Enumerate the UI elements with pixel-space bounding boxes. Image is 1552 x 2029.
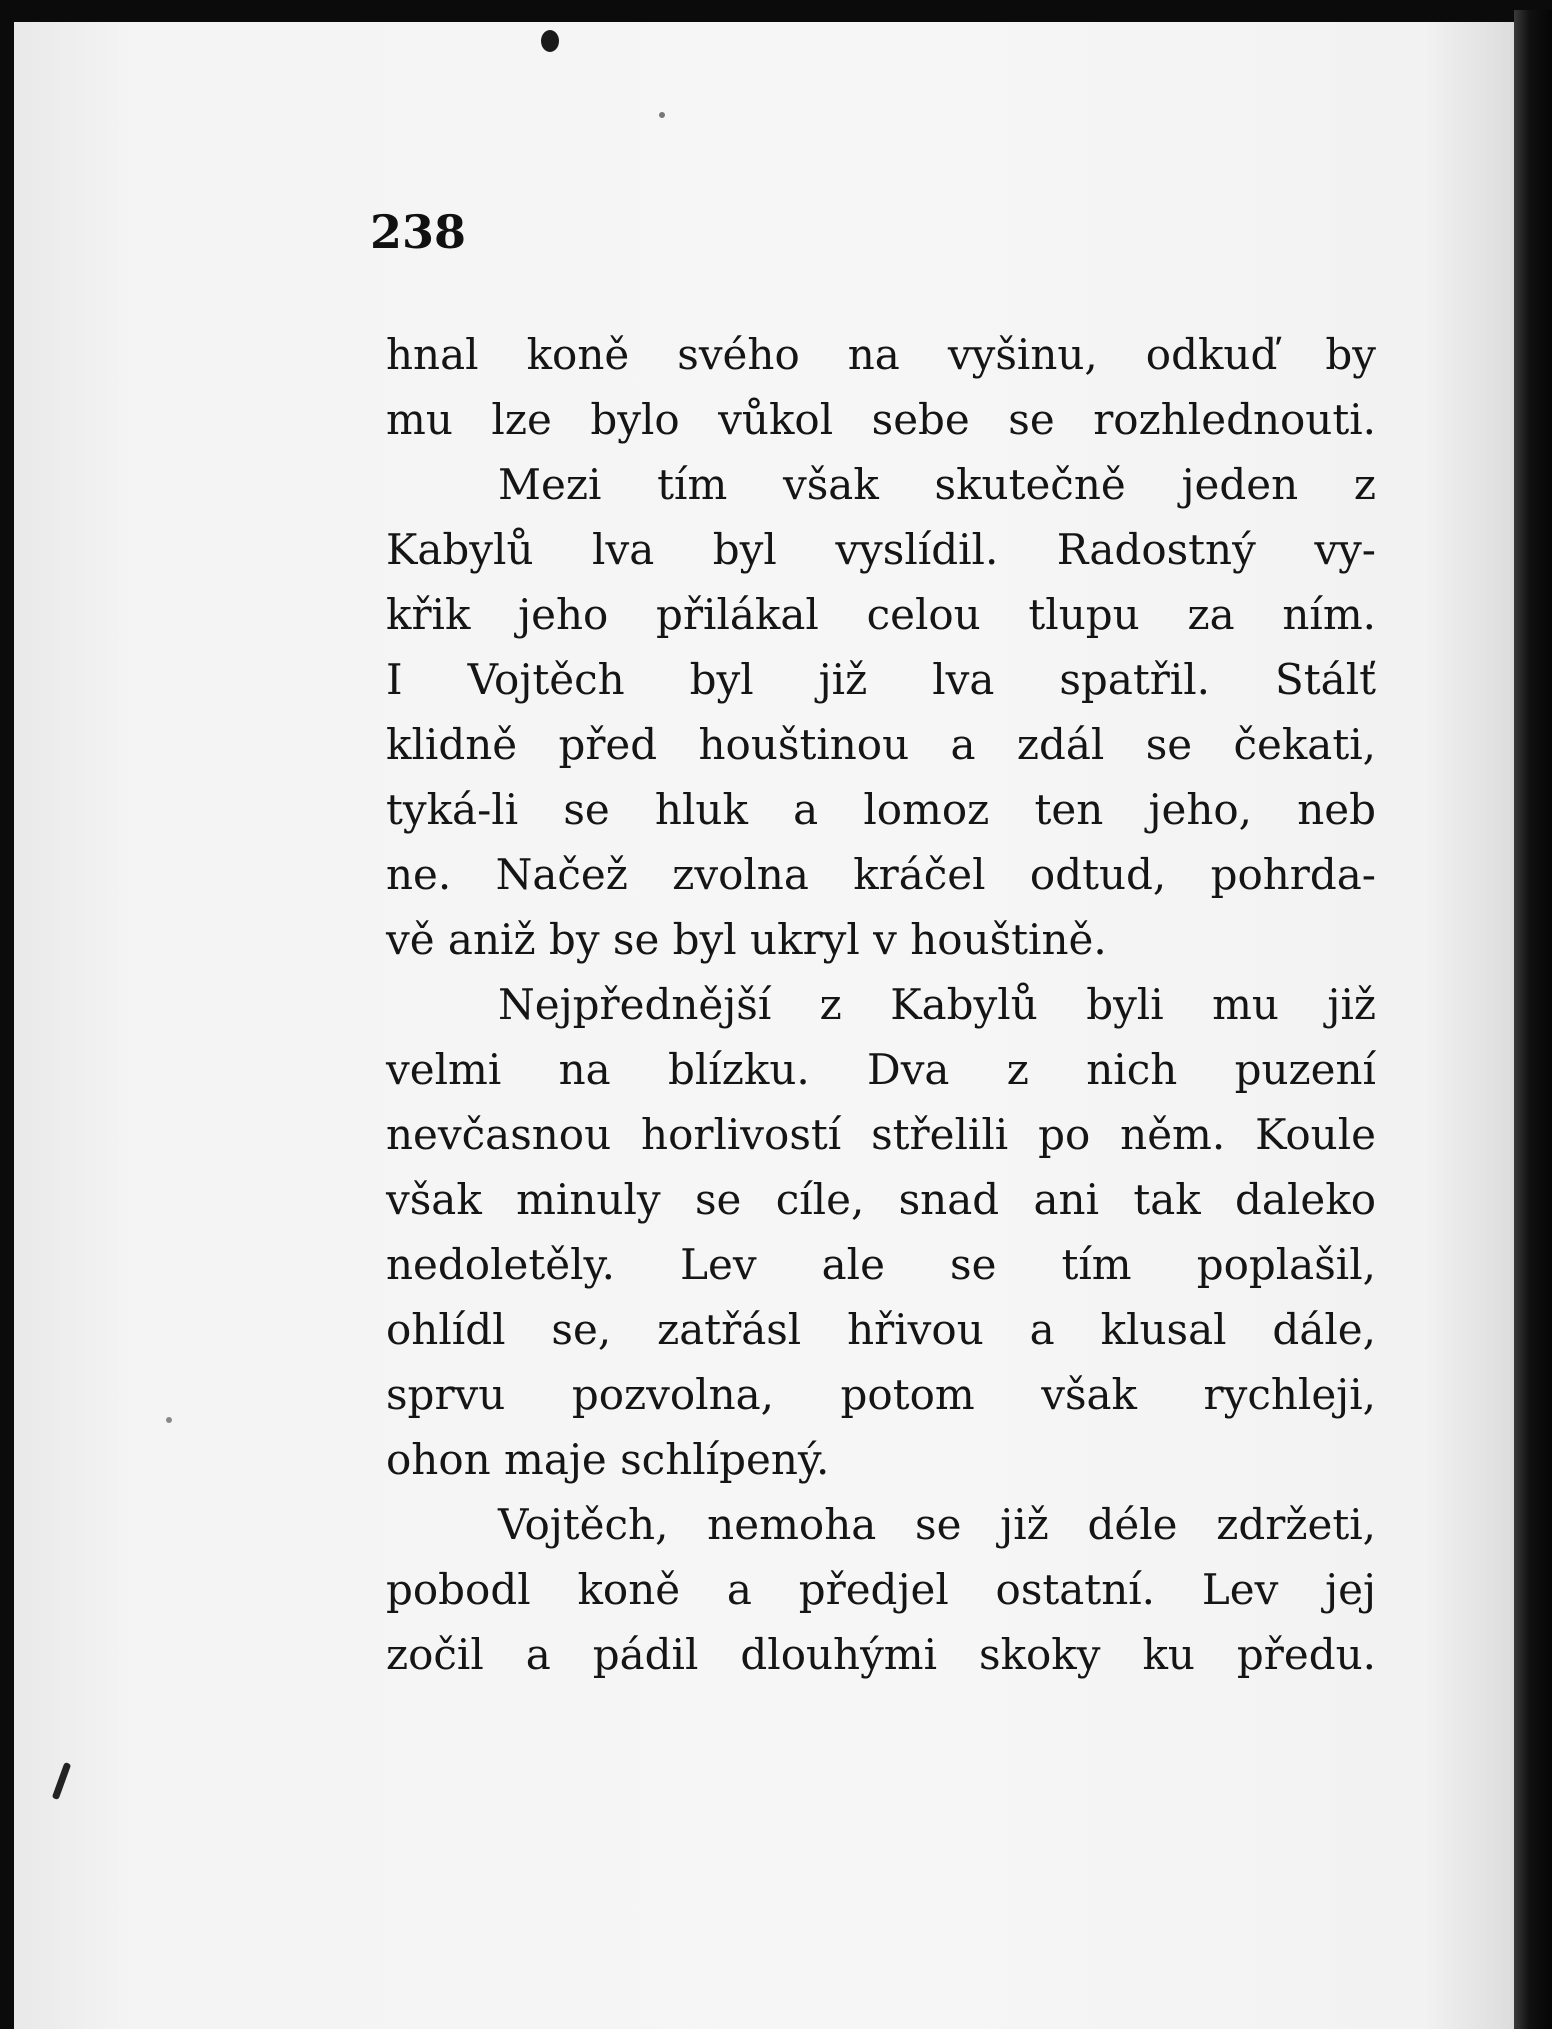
text-line: klidně před houštinou a zdál se čekati, (386, 720, 1376, 769)
text-line: velmi na blízku. Dva z nich puzení (386, 1045, 1376, 1094)
ink-spot (541, 30, 559, 52)
text-line: Vojtěch, nemoha se již déle zdržeti, (498, 1500, 1376, 1549)
text-line: zočil a pádil dlouhými skoky ku předu. (386, 1630, 1376, 1679)
book-edge-shadow (1514, 10, 1552, 2029)
text-line: křik jeho přilákal celou tlupu za ním. (386, 590, 1376, 639)
text-line: vě aniž by se byl ukryl v houštině. (386, 915, 1107, 964)
text-line: sprvu pozvolna, potom však rychleji, (386, 1370, 1376, 1419)
text-line: mu lze bylo vůkol sebe se rozhlednouti. (386, 395, 1376, 444)
book-page (14, 22, 1514, 2029)
ink-mark (52, 1762, 72, 1800)
text-line: Nejpřednější z Kabylů byli mu již (498, 980, 1376, 1029)
ink-dot (659, 112, 665, 118)
text-line: nevčasnou horlivostí střelili po něm. Koule (386, 1110, 1376, 1159)
text-line: Kabylů lva byl vyslídil. Radostný vy- (386, 525, 1376, 574)
text-line: však minuly se cíle, snad ani tak daleko (386, 1175, 1376, 1224)
text-line: ne. Načež zvolna kráčel odtud, pohrda- (386, 850, 1376, 899)
text-line: nedoletěly. Lev ale se tím poplašil, (386, 1240, 1376, 1289)
page-number: 238 (370, 205, 467, 259)
text-line: ohlídl se, zatřásl hřivou a klusal dále, (386, 1305, 1376, 1354)
body-text (386, 322, 1376, 1687)
text-line: pobodl koně a předjel ostatní. Lev jej (386, 1565, 1376, 1614)
text-line: I Vojtěch byl již lva spatřil. Stálť (386, 655, 1376, 704)
text-line: tyká-li se hluk a lomoz ten jeho, neb (386, 785, 1376, 834)
ink-dot (166, 1417, 172, 1423)
text-line: Mezi tím však skutečně jeden z (498, 460, 1376, 509)
text-line: ohon maje schlípený. (386, 1435, 830, 1484)
text-line: hnal koně svého na vyšinu, odkuď by (386, 330, 1376, 379)
